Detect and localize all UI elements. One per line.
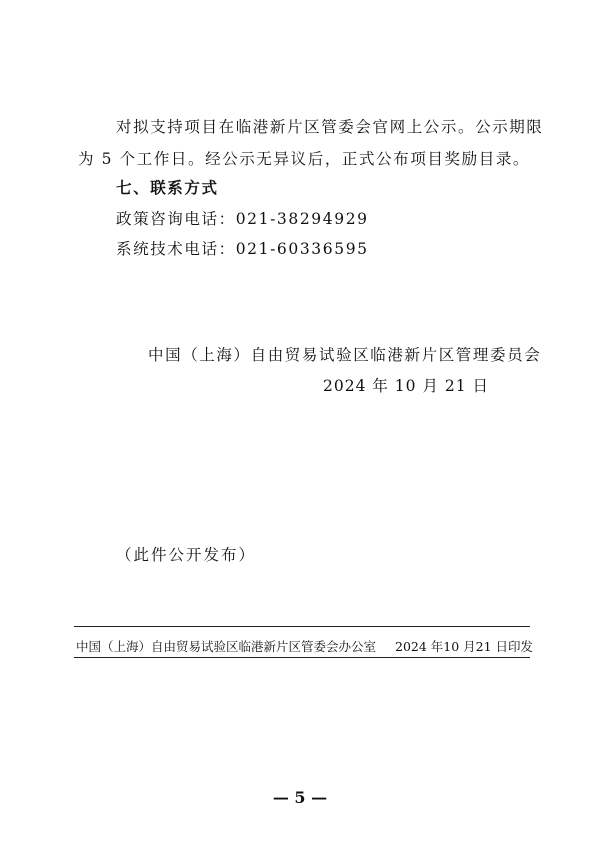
footer-issuer: 中国（上海）自由贸易试验区临港新片区管委会办公室 (76, 639, 377, 654)
section-heading-contact: 七、联系方式 (116, 178, 219, 197)
publicity-note: （此件公开发布） (116, 546, 257, 564)
footer-top-rule (74, 626, 530, 627)
signing-date: 2024 年 10 月 21 日 (323, 377, 490, 395)
tech-support-phone: 系统技术电话：021-60336595 (116, 240, 369, 258)
page-number: — 5 — (272, 788, 328, 807)
signing-organization: 中国（上海）自由贸易试验区临港新片区管理委员会 (148, 346, 542, 364)
footer-bottom-rule (74, 657, 530, 658)
policy-consult-phone: 政策咨询电话：021-38294929 (116, 210, 369, 228)
paragraph-line-2: 为 5 个工作日。经公示无异议后，正式公布项目奖励目录。 (78, 150, 531, 168)
paragraph-line-1: 对拟支持项目在临港新片区管委会官网上公示。公示期限 (116, 118, 544, 136)
footer-issue-date: 2024 年10 月21 日印发 (395, 639, 534, 654)
